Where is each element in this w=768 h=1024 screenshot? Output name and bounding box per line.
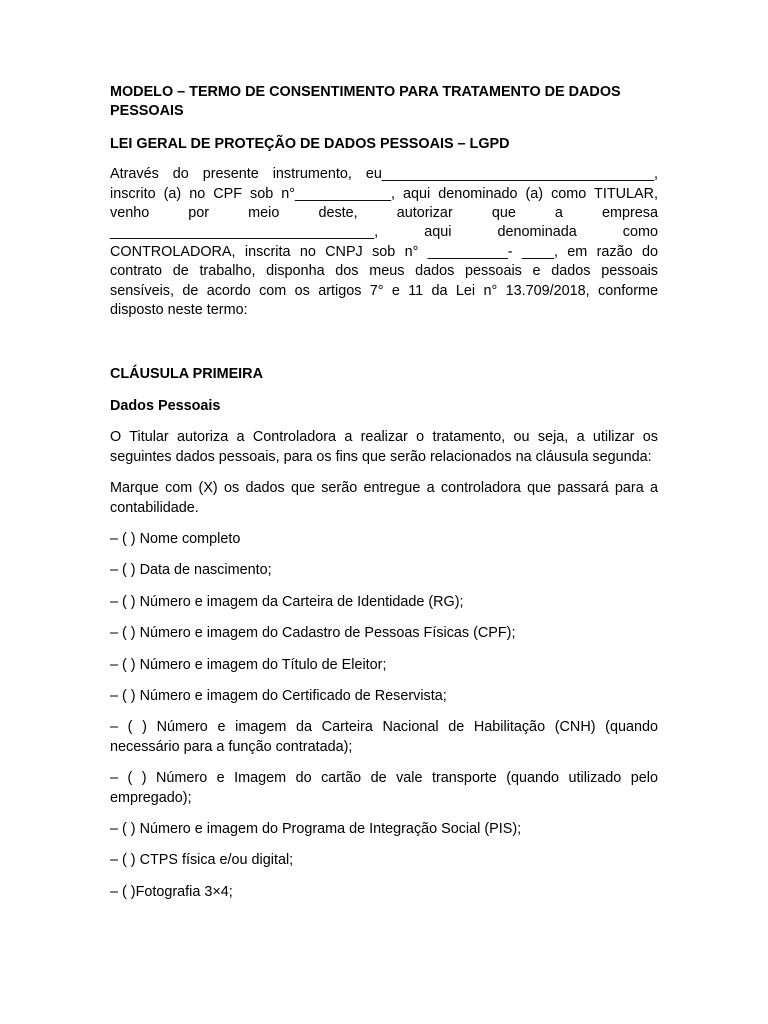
checklist-item-ctps: – ( ) CTPS física e/ou digital; bbox=[110, 852, 294, 869]
intro-paragraph: Através do presente instrumento, eu__________________________________, inscrito (a) no CPF sob n°____________, aqui denominado (a) como TITULAR, venho por meio deste, autorizar que a empresa _________________________________, aqui denominada como CONTROLADORA, inscrita no CNPJ sob n° __________- ____, em razão do contrato de trabalho, disponha dos meus dados pessoais e dados pessoais sensíveis, de acordo com os artigos 7° e 11 da Lei n° 13.709/2018, conforme disposto neste termo: bbox=[110, 166, 658, 319]
clause-subtitle: Dados Pessoais bbox=[110, 397, 221, 414]
checklist-item-cpf: – ( ) Número e imagem do Cadastro de Pessoas Físicas (CPF); bbox=[110, 625, 516, 642]
checklist bbox=[110, 530, 658, 902]
checklist-item-nascimento: – ( ) Data de nascimento; bbox=[110, 562, 272, 579]
document-subtitle: LEI GERAL DE PROTEÇÃO DE DADOS PESSOAIS – LGPD bbox=[110, 135, 510, 152]
clause-paragraph-authorization: O Titular autoriza a Controladora a realizar o tratamento, ou seja, a utilizar os seguintes dados pessoais, para os fins que serão relacionados na cláusula segunda: bbox=[110, 429, 658, 465]
checklist-item-nome: – ( ) Nome completo bbox=[110, 530, 241, 547]
document-title: MODELO – TERMO DE CONSENTIMENTO PARA TRATAMENTO DE DADOS PESSOAIS bbox=[110, 84, 621, 120]
checklist-item-cnh: – ( ) Número e imagem da Carteira Nacional de Habilitação (CNH) (quando necessário para a função contratada); bbox=[110, 719, 658, 755]
clause-title: CLÁUSULA PRIMEIRA bbox=[110, 366, 263, 383]
checklist-item-reservista: – ( ) Número e imagem do Certificado de Reservista; bbox=[110, 687, 447, 704]
checklist-item-pis: – ( ) Número e imagem do Programa de Integração Social (PIS); bbox=[110, 820, 522, 837]
checklist-item-rg: – ( ) Número e imagem da Carteira de Identidade (RG); bbox=[110, 593, 464, 610]
checklist-item-vale-transporte: – ( ) Número e Imagem do cartão de vale transporte (quando utilizado pelo empregado); bbox=[110, 770, 658, 806]
checklist-item-titulo-eleitor: – ( ) Número e imagem do Título de Eleitor; bbox=[110, 656, 387, 673]
clause-paragraph-instructions: Marque com (X) os dados que serão entregue a controladora que passará para a contabilidade. bbox=[110, 480, 658, 516]
checklist-item-fotografia: – ( )Fotografia 3×4; bbox=[110, 883, 233, 900]
document-page bbox=[110, 83, 658, 914]
